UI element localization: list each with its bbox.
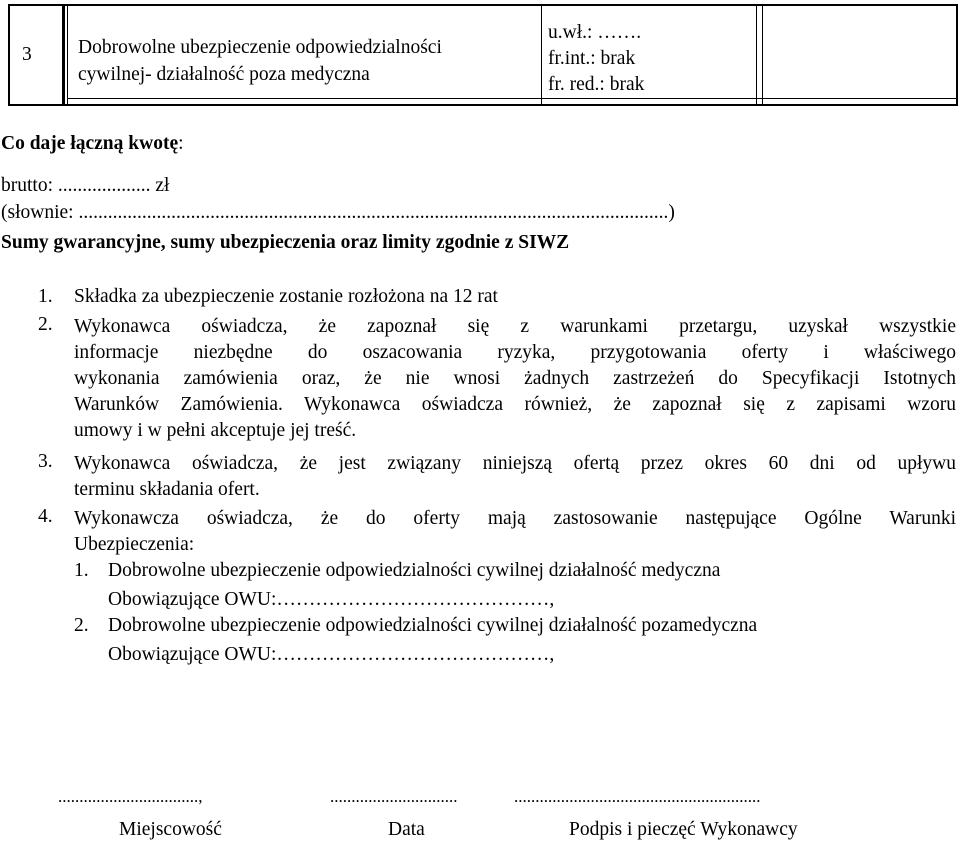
- table-divider: [541, 4, 542, 106]
- item-number: 1.: [38, 286, 53, 307]
- table-divider: [756, 4, 757, 106]
- subitem-text: Dobrowolne ubezpieczenie odpowiedzialności cywilnej działalność pozamedyczna: [108, 615, 758, 636]
- owu-field: Obowiązujące OWU:……………………………………,: [108, 644, 555, 665]
- item-line: informacje niezbędne do oszacowania ryzyka, przygotowania oferty i właściwego: [74, 342, 956, 363]
- item-line: Warunków Zamówienia. Wykonawca oświadcza również, że zapoznał się z zapisami wzoru: [74, 394, 956, 415]
- deductibles: [548, 20, 644, 98]
- insurance-name-line: Dobrowolne ubezpieczenie odpowiedzialności: [78, 37, 442, 58]
- item-line: Ubezpieczenia:: [74, 534, 195, 555]
- table-divider: [762, 4, 763, 106]
- item-number: 2.: [38, 314, 53, 335]
- item-paragraph: [74, 314, 956, 444]
- total-heading-colon: :: [178, 133, 184, 154]
- insurance-table: [8, 4, 956, 104]
- subitem-text: Dobrowolne ubezpieczenie odpowiedzialności cywilnej działalność medyczna: [108, 560, 721, 581]
- date-dots: ..............................: [330, 787, 458, 806]
- sums-heading: Sumy gwarancyjne, sumy ubezpieczenia oraz limity zgodnie z SIWZ: [1, 232, 570, 253]
- item-number: 4.: [38, 506, 53, 527]
- item-line: Wykonawcza oświadcza, że do oferty mają zastosowanie następujące Ogólne Warunki: [74, 508, 956, 529]
- place-label: Miejscowość: [119, 819, 222, 840]
- insurance-name-line: cywilnej- działalność poza medyczna: [78, 64, 370, 85]
- slownie-line: (słownie: .........................................................................................................................): [1, 202, 675, 223]
- subitem-number: 1.: [74, 560, 89, 581]
- item-line: wykonania zamówienia oraz, że nie wnosi żadnych zastrzeżeń do Specyfikacji Istotnych: [74, 368, 956, 389]
- item-number: 3.: [38, 451, 53, 472]
- item-text: Składka za ubezpieczenie zostanie rozłożona na 12 rat: [74, 286, 498, 307]
- signature-dots: ..........................................................: [514, 787, 761, 806]
- date-label: Data: [388, 819, 425, 840]
- item-line: terminu składania ofert.: [74, 479, 260, 500]
- brutto-line: brutto: ................... zł: [1, 175, 170, 196]
- item-paragraph: [74, 451, 956, 503]
- total-heading: [1, 133, 184, 155]
- signature-label: Podpis i pieczęć Wykonawcy: [569, 819, 798, 840]
- item-line: Wykonawca oświadcza, że zapoznał się z warunkami przetargu, uzyskał wszystkie: [74, 316, 956, 337]
- row-number: 3: [22, 44, 32, 65]
- item-line: umowy i w pełni akceptuje jej treść.: [74, 420, 357, 441]
- table-divider: [67, 98, 956, 99]
- insurance-name: [78, 34, 442, 88]
- deductible-reducing: fr. red.: brak: [548, 74, 645, 95]
- item-line: Wykonawca oświadcza, że jest związany niniejszą ofertą przez okres 60 dni od upływu: [74, 453, 956, 474]
- total-heading-text: Co daje łączną kwotę: [1, 133, 179, 154]
- owu-field: Obowiązujące OWU:……………………………………,: [108, 589, 555, 610]
- deductible-integral: fr.int.: brak: [548, 48, 636, 69]
- table-divider: [62, 4, 65, 106]
- table-divider: [67, 4, 68, 106]
- item-paragraph: [74, 506, 956, 558]
- place-dots: .................................,: [58, 787, 203, 806]
- subitem-number: 2.: [74, 615, 89, 636]
- deductible-own-share: u.wł.: …….: [548, 22, 642, 43]
